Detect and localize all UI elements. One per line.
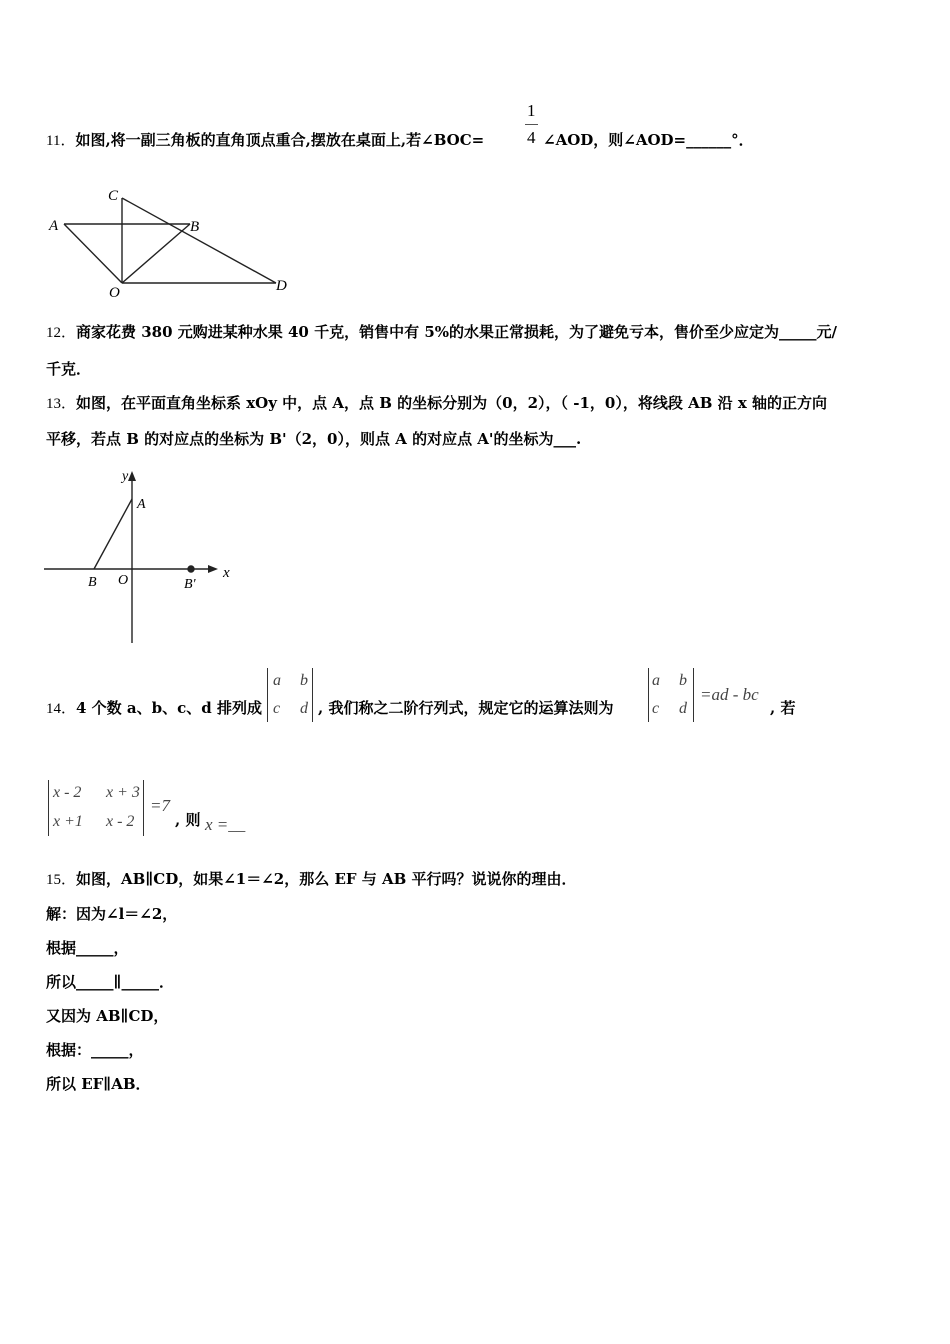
q14-m2-c: c: [652, 700, 660, 717]
q15-title: [46, 868, 577, 889]
q11-line-CD: [122, 198, 276, 283]
q13-label-O: O: [118, 573, 129, 588]
q11-line-OB: [122, 224, 190, 283]
q13-point-Bprime: [188, 566, 194, 572]
q11-fraction-denominator: 4: [527, 128, 536, 147]
q11-figure: [40, 180, 310, 300]
q11-text-a: 如图,将一副三角板的直角顶点重合,摆放在桌面上,若∠BOC=: [75, 131, 485, 149]
q14-text-b: , 我们称之二阶行列式，规定它的运算法则为: [318, 699, 614, 717]
q15-number: 15．: [46, 872, 77, 888]
q14-matrix-2: [645, 668, 699, 722]
q15-line-5: 根据：_____，: [46, 1041, 144, 1059]
q14-m2-a: a: [652, 672, 660, 689]
q14-m1-c: c: [273, 700, 281, 717]
q15-line-3: 所以_____∥_____．: [46, 973, 174, 991]
q14-number: 14．: [46, 701, 77, 717]
q12-line1: [46, 321, 837, 342]
q13-label-y: y: [122, 469, 129, 484]
q13-segment-AB: [94, 499, 132, 569]
q14-answer: x =__: [205, 815, 246, 834]
q13-label-Bprime: B': [184, 577, 196, 592]
q14-m3-c: x +1: [53, 813, 83, 830]
q14-m1-a: a: [273, 672, 281, 689]
q12-line1-text: 商家花费 380 元购进某种水果 40 千克，销售中有 5%的水果正常损耗，为了避免亏本，售价至少应定为_____元/: [76, 323, 837, 341]
q13-x-arrow: [208, 565, 218, 573]
q14-m1-right-bar: [312, 668, 313, 722]
q14-m1-d: d: [300, 700, 308, 717]
q14-m2-right-bar: [693, 668, 694, 722]
q11-label-C: C: [108, 188, 119, 204]
q13-figure: [40, 462, 240, 647]
q11-number: 11．: [46, 133, 76, 149]
q14-equals-seven: =7: [150, 796, 170, 815]
q14-matrix-3: [46, 780, 148, 836]
q14-m1-b: b: [300, 672, 308, 689]
q14-matrix-1: [264, 668, 318, 722]
q14-m3-right-bar: [143, 780, 144, 836]
q15-line-4: 又因为 AB∥CD，: [46, 1007, 169, 1025]
q11-label-O: O: [109, 285, 120, 300]
q12-line2: 千克．: [46, 360, 92, 378]
q14-m1-left-bar: [267, 668, 268, 722]
q14-formula: =ad - bc: [700, 685, 759, 704]
q14-m3-a: x - 2: [53, 784, 82, 801]
q14-m3-d: x - 2: [106, 813, 135, 830]
q12-number: 12．: [46, 325, 77, 341]
q14-text-a: [46, 697, 262, 718]
q11-label-A: A: [49, 218, 59, 234]
q14-m2-b: b: [679, 672, 687, 689]
q13-label-B: B: [88, 575, 97, 590]
q14-m2-left-bar: [648, 668, 649, 722]
q14-text-a-span: 4 个数 a、b、c、d 排列成: [76, 699, 262, 717]
q11-label-D: D: [276, 278, 287, 294]
q11-label-B: B: [190, 219, 200, 235]
q11-text-b: ∠AOD，则∠AOD=______°．: [543, 131, 754, 149]
q14-m2-d: d: [679, 700, 687, 717]
q11-line-AO: [64, 224, 122, 283]
q13-number: 13．: [46, 396, 77, 412]
q13-line1: [46, 392, 827, 413]
q11-text: [46, 129, 484, 150]
q15-line-1: 解：因为∠l＝∠2，: [46, 905, 178, 923]
q15-line-2: 根据_____，: [46, 939, 129, 957]
q14-m3-b: x + 3: [106, 784, 140, 801]
q15-title-text: 如图，AB∥CD，如果∠1＝∠2，那么 EF 与 AB 平行吗？说说你的理由．: [76, 870, 577, 888]
q11-fraction-numerator: 1: [527, 101, 536, 120]
q13-line2: 平移，若点 B 的对应点的坐标为 B'（2，0），则点 A 的对应点 A'的坐标为___.: [46, 430, 582, 448]
q13-line1-text: 如图，在平面直角坐标系 xOy 中，点 A，点 B 的坐标分别为（0，2），（ -1，0），将线段 AB 沿 x 轴的正方向: [76, 394, 828, 412]
q11-fraction-bar: [525, 124, 538, 125]
q13-label-x: x: [223, 565, 230, 581]
q14-then: , 则: [175, 811, 201, 829]
q15-line-6: 所以 EF∥AB．: [46, 1075, 151, 1093]
q13-y-arrow: [128, 471, 136, 481]
q14-text-c: , 若: [770, 699, 796, 717]
q14-m3-left-bar: [48, 780, 49, 836]
q13-label-A: A: [137, 497, 146, 512]
